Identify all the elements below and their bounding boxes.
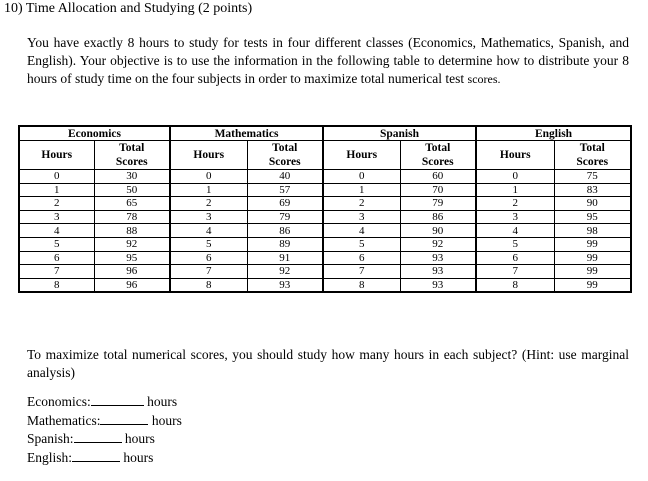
english-score-cell: 90	[554, 197, 631, 211]
mathematics-score-cell: 69	[247, 197, 323, 211]
economics-scores-header: Total Scores	[94, 141, 170, 170]
mathematics-answer-blank[interactable]	[100, 412, 148, 425]
english-hours-cell: 2	[476, 197, 554, 211]
spanish-answer-blank[interactable]	[74, 430, 122, 443]
english-hours-cell: 8	[476, 278, 554, 292]
spanish-hours-cell: 5	[323, 237, 400, 251]
mathematics-answer-unit: hours	[151, 412, 182, 428]
mathematics-score-cell: 89	[247, 237, 323, 251]
english-score-cell: 99	[554, 251, 631, 265]
intro-last-word: scores.	[467, 72, 501, 86]
spanish-score-cell: 90	[400, 224, 476, 238]
spanish-hours-cell: 2	[323, 197, 400, 211]
spanish-hours-cell: 6	[323, 251, 400, 265]
english-score-cell: 75	[554, 170, 631, 184]
economics-hours-cell: 0	[19, 170, 94, 184]
english-answer-blank[interactable]	[72, 449, 120, 462]
mathematics-hours-cell: 0	[170, 170, 247, 184]
english-score-cell: 99	[554, 278, 631, 292]
table-row	[19, 170, 631, 184]
economics-hours-cell: 1	[19, 183, 94, 197]
table-row	[19, 183, 631, 197]
mathematics-answer-label: Mathematics:	[27, 412, 101, 428]
table-row	[19, 224, 631, 238]
economics-hours-cell: 8	[19, 278, 94, 292]
intro-text: You have exactly 8 hours to study for tests in four different classes (Economics, Mathematics, Spanish, and English). Your objective is to use the information in the following table to determine how to distribute your 8 hours of study time on the four subjects in order to maximize total numerical test	[27, 35, 629, 86]
column-header-row	[19, 141, 631, 170]
english-hours-cell: 6	[476, 251, 554, 265]
intro-paragraph	[27, 34, 629, 88]
english-score-cell: 95	[554, 210, 631, 224]
spanish-hours-cell: 4	[323, 224, 400, 238]
spanish-score-cell: 92	[400, 237, 476, 251]
spanish-score-cell: 70	[400, 183, 476, 197]
spanish-hours-cell: 8	[323, 278, 400, 292]
table-row	[19, 265, 631, 279]
mathematics-hours-cell: 5	[170, 237, 247, 251]
english-score-cell: 99	[554, 237, 631, 251]
table-row	[19, 278, 631, 292]
economics-answer-unit: hours	[147, 394, 178, 409]
mathematics-score-cell: 79	[247, 210, 323, 224]
subject-mathematics: Mathematics	[170, 126, 323, 141]
economics-hours-cell: 7	[19, 265, 94, 279]
mathematics-hours-cell: 4	[170, 224, 247, 238]
spanish-hours-header: Hours	[323, 141, 400, 170]
mathematics-hours-cell: 2	[170, 197, 247, 211]
economics-score-cell: 92	[94, 237, 170, 251]
economics-hours-cell: 3	[19, 210, 94, 224]
mathematics-score-cell: 93	[247, 278, 323, 292]
english-hours-cell: 0	[476, 170, 554, 184]
economics-score-cell: 78	[94, 210, 170, 224]
mathematics-score-cell: 86	[247, 224, 323, 238]
spanish-score-cell: 93	[400, 265, 476, 279]
economics-score-cell: 30	[94, 170, 170, 184]
economics-hours-cell: 6	[19, 251, 94, 265]
question-text: To maximize total numerical scores, you should study how many hours in each subject? (Hint: use marginal analysis)	[27, 347, 629, 380]
mathematics-hours-cell: 8	[170, 278, 247, 292]
mathematics-scores-header: Total Scores	[247, 141, 323, 170]
economics-score-cell: 95	[94, 251, 170, 265]
spanish-hours-cell: 3	[323, 210, 400, 224]
mathematics-hours-cell: 1	[170, 183, 247, 197]
english-score-cell: 98	[554, 224, 631, 238]
economics-answer-label: Economics:	[27, 394, 91, 409]
spanish-hours-cell: 1	[323, 183, 400, 197]
question-heading: 10) Time Allocation and Studying (2 points)	[4, 1, 253, 16]
english-answer-label: English:	[27, 449, 73, 465]
english-score-cell: 83	[554, 183, 631, 197]
economics-hours-cell: 5	[19, 237, 94, 251]
english-hours-cell: 5	[476, 237, 554, 251]
economics-score-cell: 96	[94, 278, 170, 292]
economics-hours-header: Hours	[19, 141, 94, 170]
economics-score-cell: 88	[94, 224, 170, 238]
mathematics-hours-cell: 6	[170, 251, 247, 265]
english-scores-header: Total Scores	[554, 141, 631, 170]
spanish-scores-header: Total Scores	[400, 141, 476, 170]
table-row	[19, 237, 631, 251]
economics-score-cell: 96	[94, 265, 170, 279]
answer-block	[27, 393, 182, 467]
spanish-hours-cell: 7	[323, 265, 400, 279]
table-row	[19, 210, 631, 224]
mathematics-score-cell: 40	[247, 170, 323, 184]
table-row	[19, 197, 631, 211]
mathematics-hours-header: Hours	[170, 141, 247, 170]
spanish-score-cell: 79	[400, 197, 476, 211]
english-hours-header: Hours	[476, 141, 554, 170]
mathematics-score-cell: 57	[247, 183, 323, 197]
mathematics-hours-cell: 7	[170, 265, 247, 279]
economics-answer-blank[interactable]	[91, 393, 144, 406]
spanish-score-cell: 86	[400, 210, 476, 224]
english-answer	[27, 449, 182, 468]
english-hours-cell: 1	[476, 183, 554, 197]
subject-economics: Economics	[19, 126, 170, 141]
spanish-answer	[27, 430, 182, 449]
english-hours-cell: 3	[476, 210, 554, 224]
english-hours-cell: 7	[476, 265, 554, 279]
english-answer-unit: hours	[123, 449, 154, 465]
table-row	[19, 251, 631, 265]
mathematics-score-cell: 92	[247, 265, 323, 279]
english-hours-cell: 4	[476, 224, 554, 238]
study-scores-table	[18, 125, 632, 293]
mathematics-hours-cell: 3	[170, 210, 247, 224]
subject-english: English	[476, 126, 631, 141]
english-score-cell: 99	[554, 265, 631, 279]
economics-score-cell: 65	[94, 197, 170, 211]
spanish-answer-label: Spanish:	[27, 431, 74, 446]
spanish-hours-cell: 0	[323, 170, 400, 184]
spanish-score-cell: 93	[400, 278, 476, 292]
subject-header-row	[19, 126, 631, 141]
spanish-answer-unit: hours	[124, 431, 155, 446]
economics-hours-cell: 4	[19, 224, 94, 238]
mathematics-answer	[27, 412, 182, 431]
spanish-score-cell: 93	[400, 251, 476, 265]
subject-spanish: Spanish	[323, 126, 476, 141]
spanish-score-cell: 60	[400, 170, 476, 184]
economics-answer	[27, 393, 182, 412]
economics-score-cell: 50	[94, 183, 170, 197]
economics-hours-cell: 2	[19, 197, 94, 211]
mathematics-score-cell: 91	[247, 251, 323, 265]
